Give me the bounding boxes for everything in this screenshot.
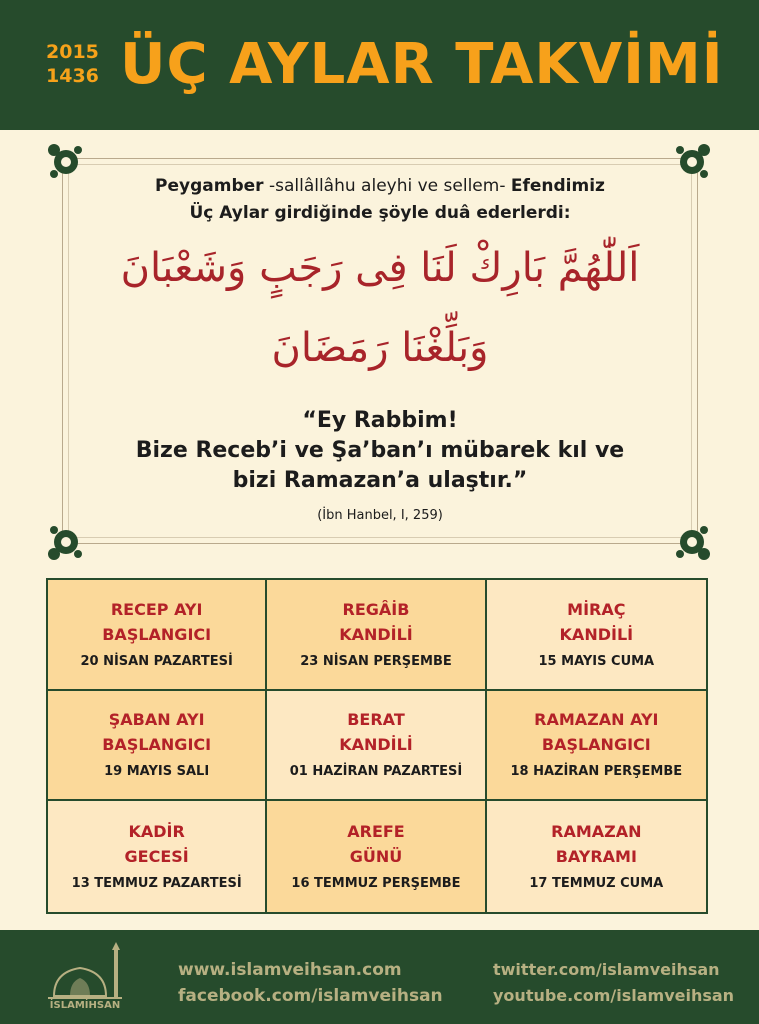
calendar-event-name: MİRAÇ KANDİLİ (559, 599, 634, 644)
calendar-cell-berat (267, 691, 486, 802)
calendar-cell-kadir (48, 801, 267, 912)
intro-salawat: -sallâllâhu aleyhi ve sellem- (263, 176, 511, 196)
web-links (178, 957, 443, 1009)
calendar-event-date: 19 MAYIS SALI (104, 764, 210, 780)
intro-line-2: Üç Aylar girdiğinde şöyle duâ ederlerdi: (189, 203, 571, 223)
calendar-cell-bayram (487, 801, 706, 912)
year-gregorian: 2015 (46, 41, 99, 63)
calendar-event-date: 20 NİSAN PAZARTESİ (80, 653, 233, 669)
calendar-cell-mirac (487, 580, 706, 691)
calendar-event-date: 01 HAZİRAN PAZARTESİ (289, 764, 463, 780)
calendar-event-name: RECEP AYI BAŞLANGICI (102, 599, 212, 644)
twitter-link[interactable]: twitter.com/islamveihsan (493, 960, 720, 979)
quote-line-1: “Ey Rabbim! (302, 408, 458, 433)
calendar-cell-saban (48, 691, 267, 802)
calendar-event-name: BERAT KANDİLİ (339, 710, 413, 755)
youtube-link[interactable]: youtube.com/islamveihsan (493, 986, 735, 1005)
calendar-event-name: ŞABAN AYI BAŞLANGICI (102, 710, 212, 755)
calendar-event-name: RAMAZAN BAYRAMI (551, 822, 642, 867)
calendar-event-name: KADİR GECESİ (124, 822, 189, 867)
years-block (46, 40, 106, 88)
calendar-cell-arefe (267, 801, 486, 912)
arabic-line-1: اَللّٰهُمَّ بَارِكْ لَنَا فِى رَجَبٍ وَشَعْبَانَ (120, 245, 640, 291)
calendar-event-date: 23 NİSAN PERŞEMBE (300, 653, 452, 669)
calendar-cell-ramazan (487, 691, 706, 802)
ornament-bottom-right-icon (670, 520, 714, 564)
page-title: ÜÇ AYLAR TAKVİMİ (120, 32, 724, 97)
website-link[interactable]: www.islamveihsan.com (178, 960, 402, 980)
calendar-cell-regaib (267, 580, 486, 691)
intro-text (80, 173, 680, 227)
arabic-prayer (80, 228, 680, 388)
arabic-line-2: وَبَلِّغْنَا رَمَضَانَ (271, 325, 489, 371)
social-links (493, 957, 733, 1009)
quote-line-2: Bize Receb’i ve Şa’ban’ı mübarek kıl ve (135, 438, 625, 463)
calendar-event-name: RAMAZAN AYI BAŞLANGICI (534, 710, 659, 755)
intro-line-1 (80, 173, 680, 200)
calendar-grid (46, 578, 708, 914)
calendar-event-date: 18 HAZİRAN PERŞEMBE (510, 764, 683, 780)
intro-bold-efendimiz: Efendimiz (510, 176, 605, 196)
calendar-event-name: AREFE GÜNÜ (347, 822, 405, 867)
facebook-link[interactable]: facebook.com/islamveihsan (178, 986, 443, 1006)
quote-line-3: bizi Ramazan’a ulaştır.” (232, 468, 528, 493)
calendar-event-date: 13 TEMMUZ PAZARTESİ (71, 876, 242, 892)
logo-text: İSLAMİHSAN (49, 1000, 121, 1011)
quote-source: (İbn Hanbel, I, 259) (317, 508, 443, 523)
intro-bold-prophet: Peygamber (155, 176, 264, 196)
calendar-event-name: REGÂİB KANDİLİ (339, 599, 413, 644)
ornament-bottom-left-icon (44, 520, 88, 564)
translation-quote (80, 406, 680, 496)
year-hijri: 1436 (46, 65, 99, 87)
calendar-event-date: 17 TEMMUZ CUMA (529, 876, 664, 892)
calendar-event-date: 15 MAYIS CUMA (538, 653, 655, 669)
calendar-event-date: 16 TEMMUZ PERŞEMBE (291, 876, 461, 892)
calendar-cell-recep (48, 580, 267, 691)
